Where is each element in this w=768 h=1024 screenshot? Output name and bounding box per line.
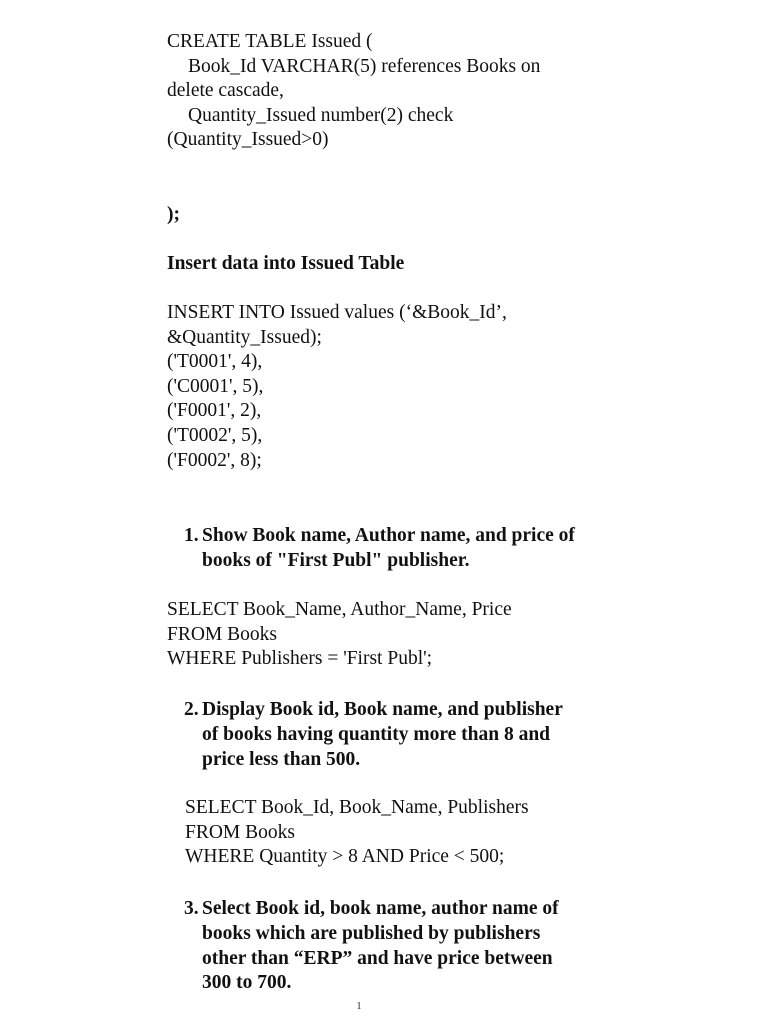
question-1 xyxy=(184,524,575,574)
question-3 xyxy=(184,897,559,996)
code-line: WHERE Quantity > 8 AND Price < 500; xyxy=(185,846,505,868)
code-line: &Quantity_Issued); xyxy=(167,326,322,348)
code-line: ('F0002', 8); xyxy=(167,449,262,471)
code-line: FROM Books xyxy=(167,623,277,645)
question-line: of books having quantity more than 8 and xyxy=(202,723,551,745)
code-line: INSERT INTO Issued values (‘&Book_Id’, xyxy=(167,302,507,323)
question-2 xyxy=(184,698,563,772)
code-line: ('T0001', 4), xyxy=(167,351,263,373)
question-line: 300 to 700. xyxy=(202,972,292,994)
question-number: 2. xyxy=(184,699,199,720)
code-line: Book_Id VARCHAR(5) references Books on xyxy=(188,55,541,77)
insert-statement xyxy=(167,301,507,473)
code-line: WHERE Publishers = 'First Publ'; xyxy=(167,648,433,670)
question-line: books which are published by publishers xyxy=(202,922,541,944)
code-line: FROM Books xyxy=(185,821,295,843)
question-line: price less than 500. xyxy=(202,748,361,770)
code-line: ('T0002', 5), xyxy=(167,424,263,446)
code-line: ('C0001', 5), xyxy=(167,375,264,397)
section-heading: Insert data into Issued Table xyxy=(167,253,405,274)
answer-1 xyxy=(167,598,512,672)
code-line: CREATE TABLE Issued ( xyxy=(167,31,373,52)
question-line: Display Book id, Book name, and publisher xyxy=(202,699,563,720)
code-line: Quantity_Issued number(2) check xyxy=(188,104,454,126)
code-line: SELECT Book_Name, Author_Name, Price xyxy=(167,599,512,620)
create-table-closing: ); xyxy=(167,204,180,225)
question-line: Select Book id, book name, author name of xyxy=(202,898,559,919)
question-line: books of "First Publ" publisher. xyxy=(202,549,470,571)
question-number: 1. xyxy=(184,525,199,546)
question-line: other than “ERP” and have price between xyxy=(202,947,553,969)
create-table-statement xyxy=(167,30,540,153)
question-line: Show Book name, Author name, and price of xyxy=(202,525,575,546)
code-line: ('F0001', 2), xyxy=(167,400,262,422)
page-number: 1 xyxy=(356,1001,362,1012)
code-line: delete cascade, xyxy=(167,80,284,102)
code-line: (Quantity_Issued>0) xyxy=(167,129,329,151)
question-number: 3. xyxy=(184,898,199,919)
answer-2 xyxy=(185,796,529,870)
code-line: SELECT Book_Id, Book_Name, Publishers xyxy=(185,797,529,818)
